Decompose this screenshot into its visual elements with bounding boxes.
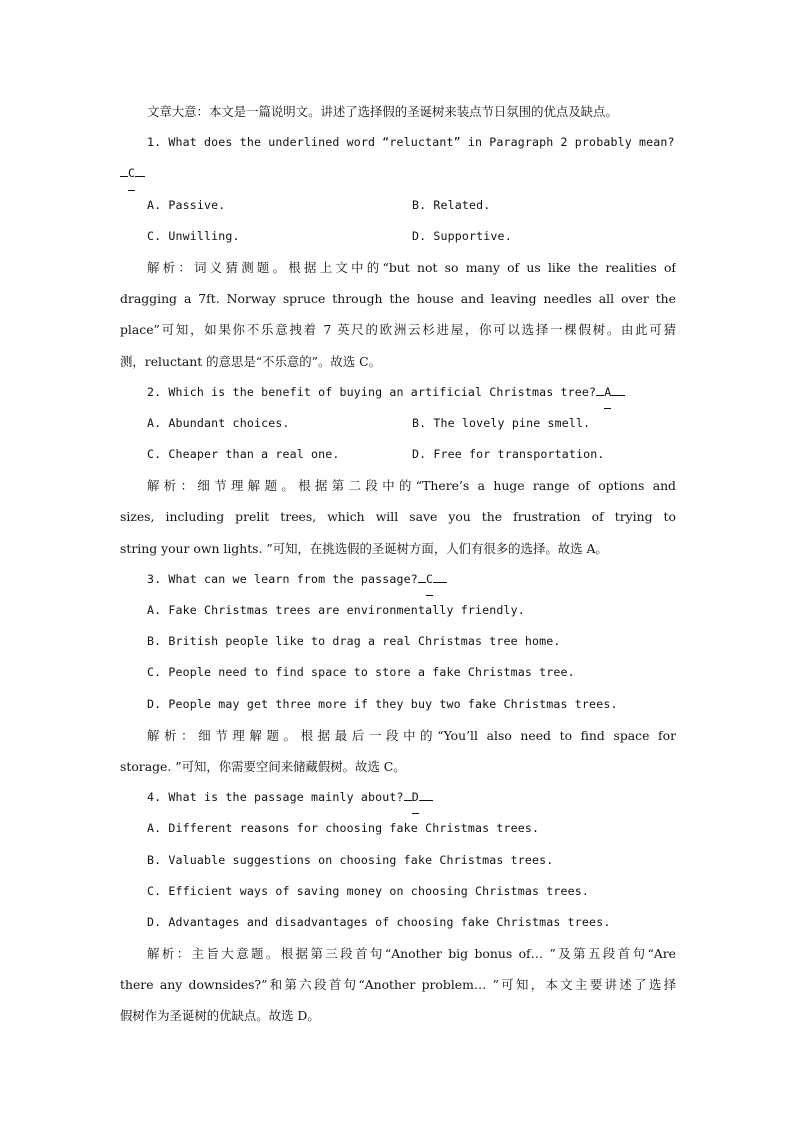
question-4-analysis-line: there any downsides?”和第六段首句“Another problem… ”可知，本文主要讲述了选择 <box>120 977 676 993</box>
question-4-option-a: A. Different reasons for choosing fake Christmas trees. <box>147 821 540 836</box>
question-2-option-a: A. Abundant choices. <box>147 415 290 430</box>
question-4-option-b: B. Valuable suggestions on choosing fake Christmas trees. <box>147 852 554 867</box>
question-3-stem: 3. What can we learn from the passage? <box>147 571 418 586</box>
question-2-answer: A <box>604 377 611 409</box>
question-3-stem-row <box>120 564 676 595</box>
question-3-option-c: C. People need to find space to store a fake Christmas tree. <box>147 665 575 680</box>
question-2-analysis-line: string your own lights. ”可知，在挑选假的圣诞树方面，人们有很多的选择。故选 A。 <box>120 540 608 556</box>
question-3-analysis-line: storage. ”可知，你需要空间来储藏假树。故选 C。 <box>120 758 406 774</box>
question-1-stem: 1. What does the underlined word “reluctant” in Paragraph 2 probably mean? <box>147 135 675 150</box>
question-2-option-d: D. Free for transportation. <box>412 447 605 462</box>
question-4-stem-row <box>120 782 676 813</box>
question-4-stem: 4. What is the passage mainly about? <box>147 790 404 805</box>
question-2-stem: 2. Which is the benefit of buying an artificial Christmas tree? <box>147 384 597 399</box>
question-1-analysis-line: place”可知，如果你不乐意拽着 7 英尺的欧洲云杉进屋，你可以选择一棵假树。由此可猜 <box>120 322 676 338</box>
question-3-option-a: A. Fake Christmas trees are environmentally friendly. <box>147 603 525 617</box>
question-2-stem-row <box>120 377 676 408</box>
question-1-option-d: D. Supportive. <box>412 228 512 243</box>
document-page <box>120 96 676 1032</box>
question-1-analysis-line: 解析：词义猜测题。根据上文中的“but not so many of us like the realities of <box>147 259 676 275</box>
question-1-analysis-line: 测，reluctant 的意思是“不乐意的”。故选 C。 <box>120 353 381 369</box>
question-3-analysis-line: 解析：细节理解题。根据最后一段中的“You’ll also need to find space for <box>147 727 676 743</box>
question-1-option-b: B. Related. <box>412 197 491 212</box>
question-2-options-row-2 <box>120 439 676 470</box>
question-1-answer-blank <box>120 158 676 189</box>
question-4-option-d: D. Advantages and disadvantages of choosing fake Christmas trees. <box>147 914 611 929</box>
question-2-analysis-line: 解析：细节理解题。根据第二段中的“There’s a huge range of options and <box>147 478 676 494</box>
question-2-option-c: C. Cheaper than a real one. <box>147 447 340 462</box>
question-1-option-c: C. Unwilling. <box>147 228 240 243</box>
question-4-analysis-line: 假树作为圣诞树的优缺点。故选 D。 <box>120 1008 320 1024</box>
question-1-analysis-line: dragging a 7ft. Norway spruce through the house and leaving needles all over the <box>120 291 676 307</box>
passage-summary: 文章大意：本文是一篇说明文。讲述了选择假的圣诞树来装点节日氛围的优点及缺点。 <box>147 104 618 119</box>
question-1-options-row-1 <box>120 190 676 221</box>
question-2-option-b: B. The lovely pine smell. <box>412 415 591 430</box>
question-1-options-row-2 <box>120 221 676 252</box>
question-2-analysis-line: sizes, including prelit trees, which will save you the frustration of trying to <box>120 509 676 525</box>
question-3-option-b: B. British people like to drag a real Christmas tree home. <box>147 634 561 649</box>
question-1-option-a: A. Passive. <box>147 197 226 212</box>
question-4-answer: D <box>412 782 419 814</box>
question-3-answer: C <box>426 564 433 596</box>
question-3-option-d: D. People may get three more if they buy two fake Christmas trees. <box>147 696 618 711</box>
question-4-analysis-line: 解析：主旨大意题。根据第三段首句“Another big bonus of… ”及第五段首句“Are <box>147 946 676 962</box>
question-2-options-row-1 <box>120 408 676 439</box>
question-4-option-c: C. Efficient ways of saving money on choosing Christmas trees. <box>147 883 590 898</box>
question-1-answer: C <box>128 158 135 190</box>
